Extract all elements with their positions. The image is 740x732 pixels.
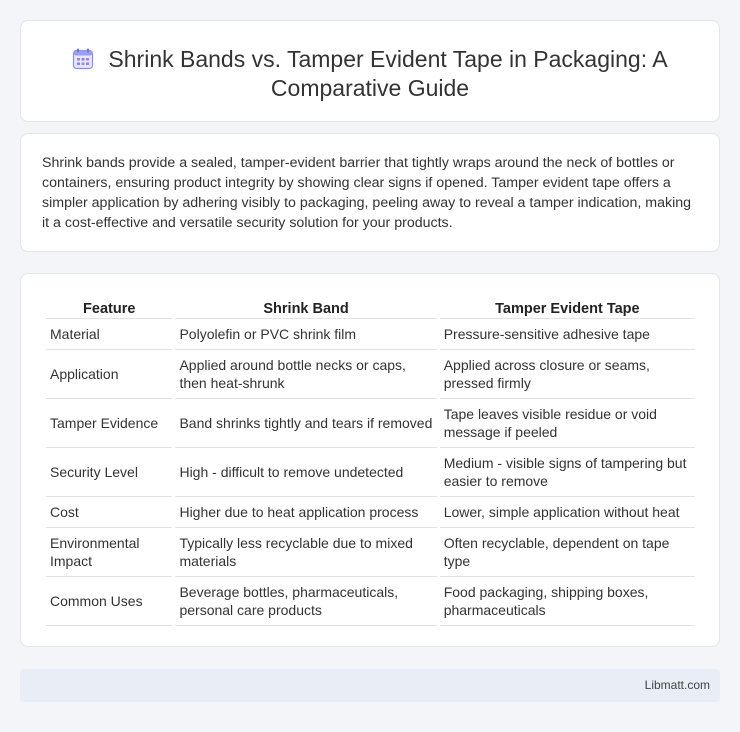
table-row: [46, 528, 695, 577]
header-shrink-band: Shrink Band: [175, 296, 436, 319]
header-tamper-evident-tape: Tamper Evident Tape: [440, 296, 695, 319]
row-feature: Cost: [46, 497, 172, 528]
calendar-grid-icon: [72, 48, 94, 70]
row-shrink-band: High - difficult to remove undetected: [175, 448, 436, 497]
row-shrink-band: Polyolefin or PVC shrink film: [175, 319, 436, 350]
table-row: [46, 319, 695, 350]
row-tamper-tape: Food packaging, shipping boxes, pharmaceuticals: [440, 577, 695, 626]
title-card: [20, 20, 720, 122]
row-shrink-band: Higher due to heat application process: [175, 497, 436, 528]
footer-bar: [20, 669, 720, 702]
intro-paragraph: Shrink bands provide a sealed, tamper-evident barrier that tightly wraps around the neck of bottles or containers, ensuring product integrity by showing clear signs if opened. Tamper evident tape offers a simpler application by adhering visibly to packaging, peeling away to reveal a tamper indication, making it a cost-effective and versatile security solution for your products.: [42, 155, 692, 231]
row-shrink-band: Band shrinks tightly and tears if removed: [175, 399, 436, 448]
row-tamper-tape: Pressure-sensitive adhesive tape: [440, 319, 695, 350]
table-row: [46, 350, 695, 399]
page-title-wrap: [21, 45, 719, 103]
row-shrink-band: Beverage bottles, pharmaceuticals, personal care products: [175, 577, 436, 626]
row-tamper-tape: Medium - visible signs of tampering but easier to remove: [440, 448, 695, 497]
table-row: [46, 577, 695, 626]
row-shrink-band: Applied around bottle necks or caps, then heat-shrunk: [175, 350, 436, 399]
comparison-table: [43, 296, 698, 626]
row-feature: Security Level: [46, 448, 172, 497]
row-feature: Environmental Impact: [46, 528, 172, 577]
page-title: Shrink Bands vs. Tamper Evident Tape in Packaging: A Comparative Guide: [108, 46, 668, 101]
comparison-card: [20, 273, 720, 647]
row-shrink-band: Typically less recyclable due to mixed materials: [175, 528, 436, 577]
table-row: [46, 399, 695, 448]
intro-card: [20, 133, 720, 252]
row-feature: Tamper Evidence: [46, 399, 172, 448]
header-feature: Feature: [46, 296, 172, 319]
row-tamper-tape: Applied across closure or seams, pressed firmly: [440, 350, 695, 399]
footer-brand: Libmatt.com: [644, 678, 710, 692]
row-feature: Common Uses: [46, 577, 172, 626]
table-header-row: [46, 296, 695, 319]
table-row: [46, 497, 695, 528]
row-tamper-tape: Tape leaves visible residue or void message if peeled: [440, 399, 695, 448]
row-tamper-tape: Often recyclable, dependent on tape type: [440, 528, 695, 577]
table-row: [46, 448, 695, 497]
row-feature: Application: [46, 350, 172, 399]
row-tamper-tape: Lower, simple application without heat: [440, 497, 695, 528]
row-feature: Material: [46, 319, 172, 350]
